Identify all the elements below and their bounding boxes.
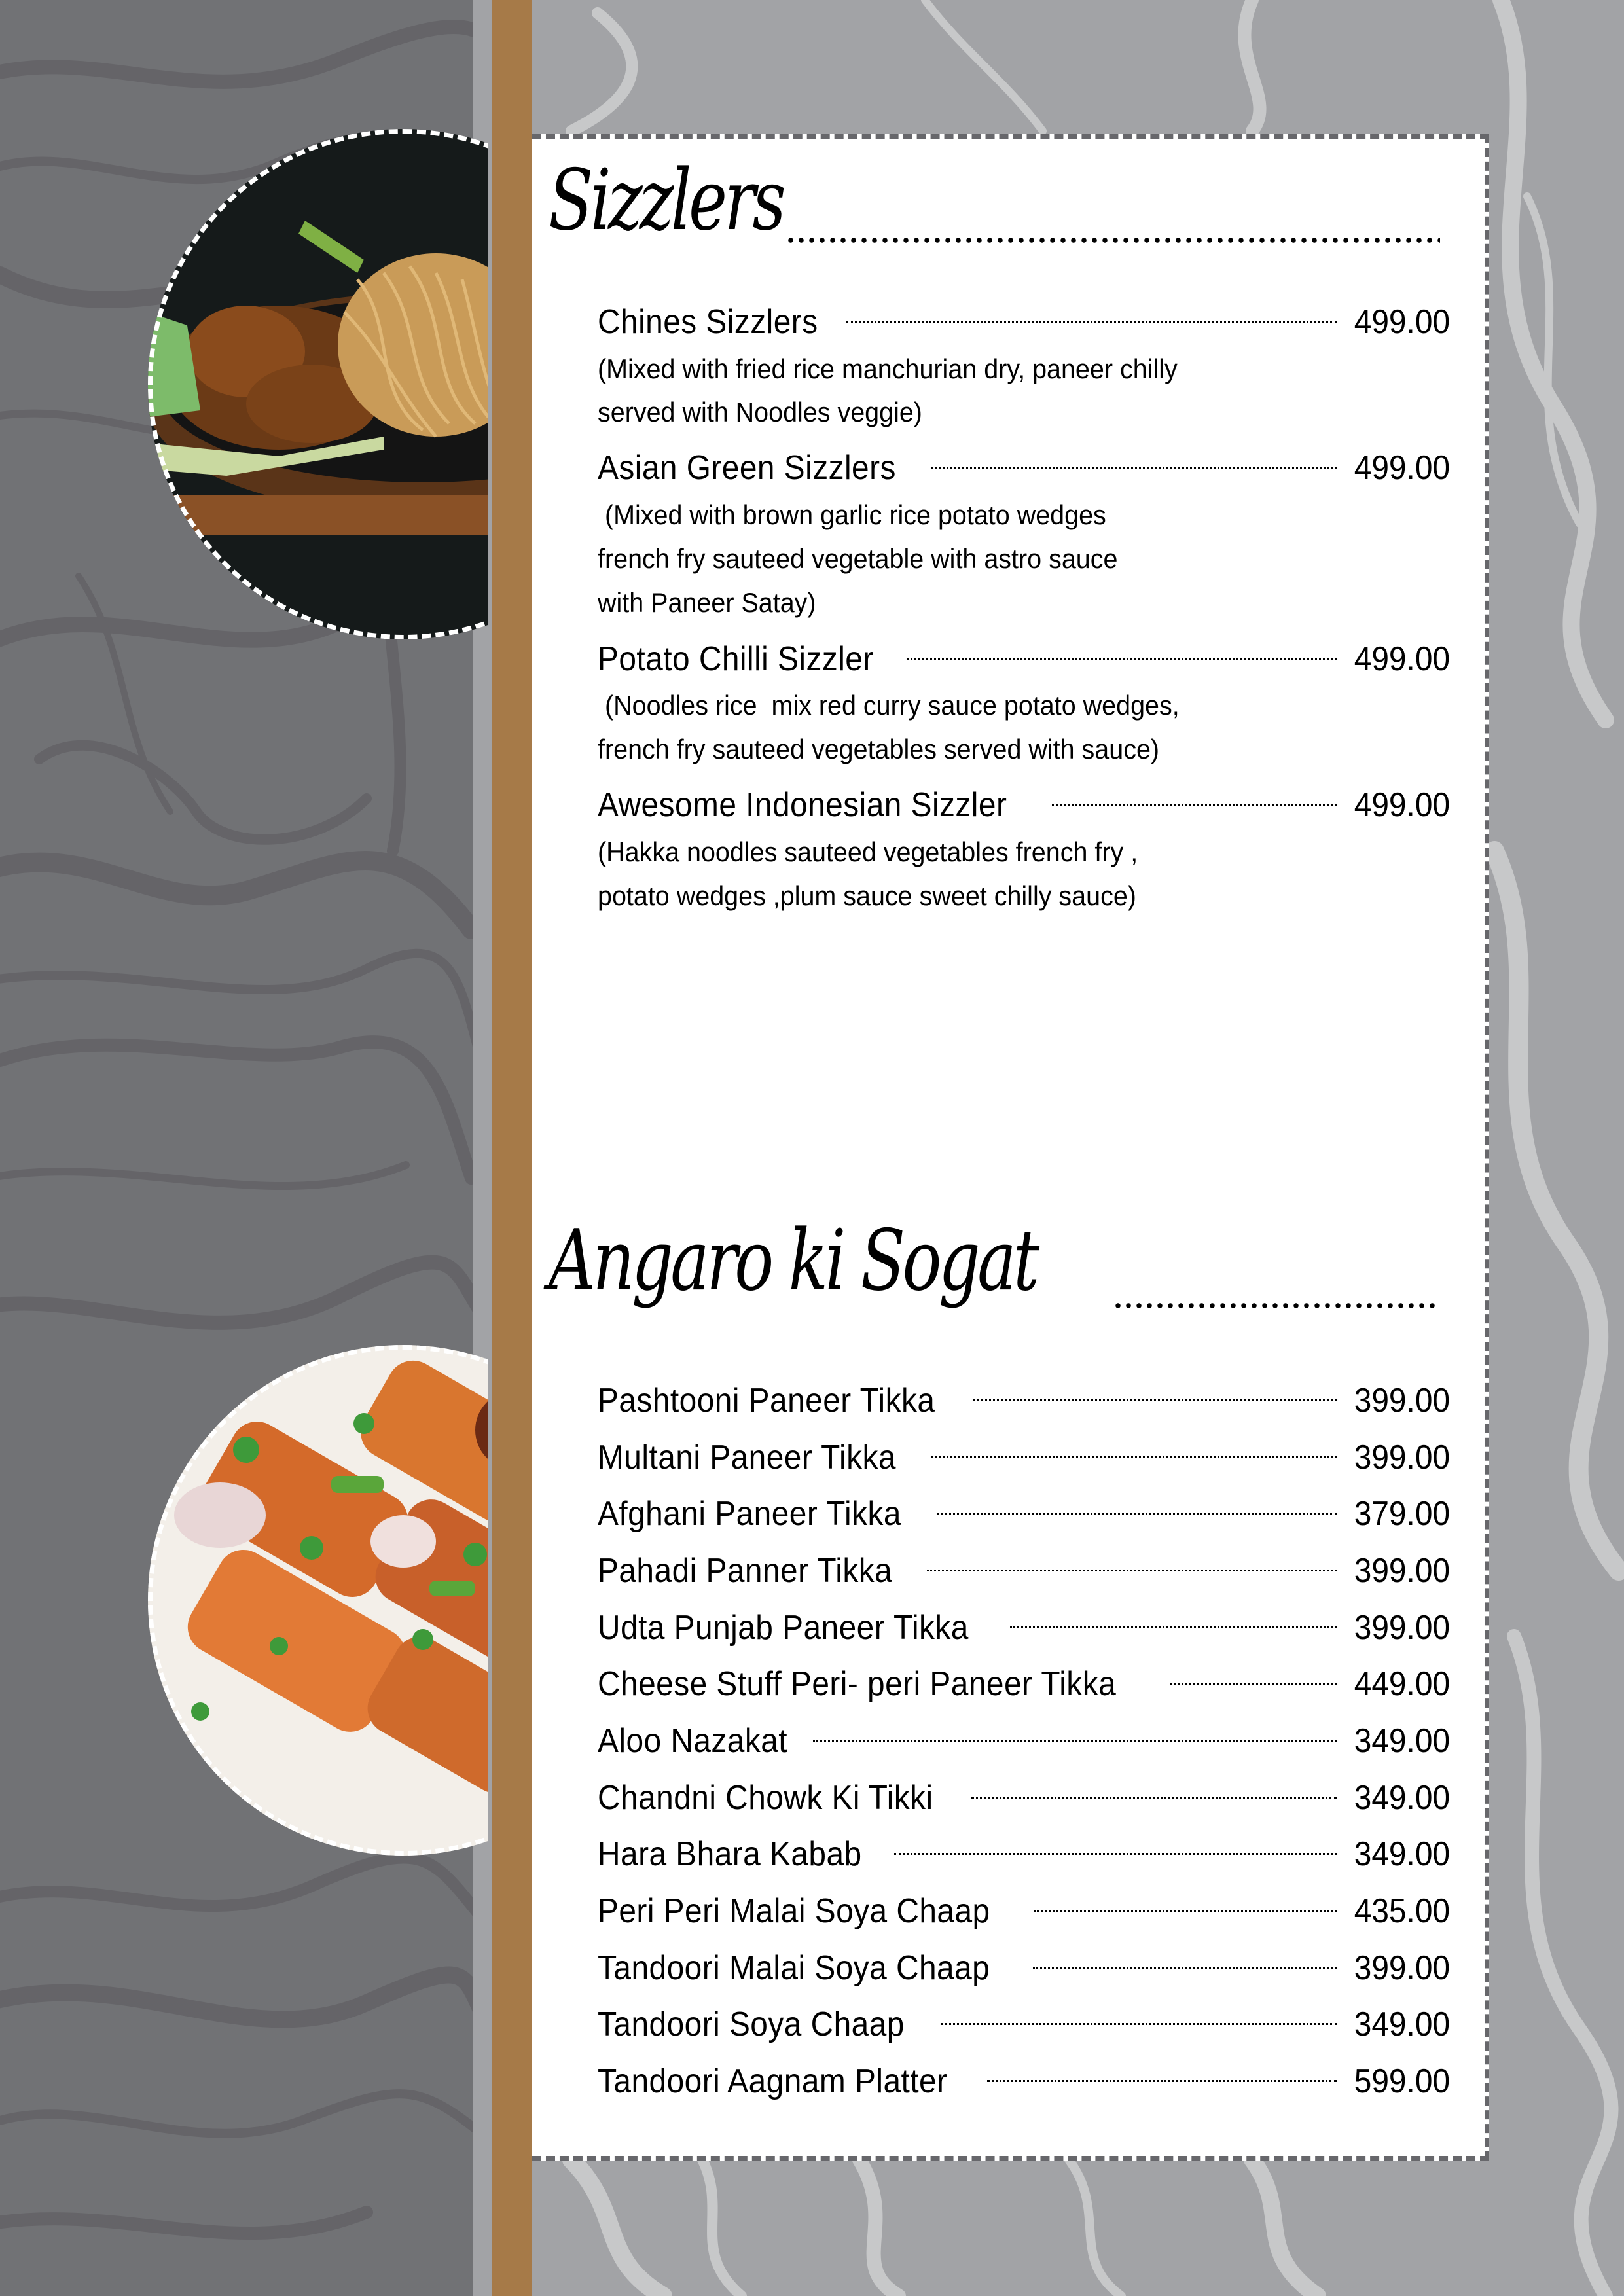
item-price: 399.00: [1354, 1552, 1450, 1590]
menu-item: [598, 1948, 1450, 1988]
section-title-angaro-ki-sogat: Angaro ki Sogat: [549, 1212, 1037, 1310]
item-description: (Hakka noodles sauteed vegetables french fry ,: [598, 836, 1138, 867]
menu-item: [598, 1438, 1450, 1477]
item-price: 435.00: [1354, 1892, 1450, 1930]
dotted-leader: [937, 1513, 1337, 1515]
title-dotted-leader: [1113, 1302, 1440, 1309]
item-price: 499.00: [1354, 786, 1450, 824]
item-name: Afghani Paneer Tikka: [598, 1495, 901, 1533]
item-description: (Mixed with brown garlic rice potato wedges: [598, 499, 1106, 530]
item-description: french fry sauteed vegetable with astro sauce: [598, 543, 1118, 574]
dotted-leader: [894, 1853, 1337, 1855]
dotted-leader: [1010, 1626, 1337, 1628]
menu-item: [598, 1664, 1450, 1704]
dotted-leader: [1033, 1967, 1337, 1969]
item-name: Tandoori Aagnam Platter: [598, 2062, 948, 2100]
dotted-leader: [1034, 1910, 1337, 1912]
item-name: Aloo Nazakat: [598, 1722, 788, 1760]
item-description: served with Noodles veggie): [598, 397, 922, 427]
menu-item: [598, 1892, 1450, 1931]
menu-item: [598, 785, 1450, 825]
dashed-photo-ring: [148, 1345, 488, 1856]
dotted-leader: [971, 1797, 1337, 1799]
dotted-leader: [1170, 1683, 1337, 1685]
item-price: 379.00: [1354, 1495, 1450, 1533]
item-name: Chines Sizzlers: [598, 303, 818, 341]
item-name: Potato Chilli Sizzler: [598, 640, 874, 678]
menu-item: [598, 1494, 1450, 1534]
dotted-leader: [931, 1456, 1337, 1458]
item-description: (Mixed with fried rice manchurian dry, paneer chilly: [598, 353, 1178, 384]
paneer-tikka-photo: [148, 1345, 488, 1856]
section-title-sizzlers: Sizzlers: [549, 152, 784, 249]
item-price: 399.00: [1354, 1949, 1450, 1987]
dotted-leader: [941, 2023, 1337, 2025]
bronze-accent-stripe: [492, 0, 532, 2296]
item-description: french fry sauteed vegetables served with sauce): [598, 734, 1160, 764]
dotted-leader: [931, 467, 1337, 469]
item-name: Cheese Stuff Peri- peri Paneer Tikka: [598, 1665, 1117, 1703]
dotted-leader: [973, 1399, 1337, 1401]
dotted-leader: [846, 321, 1337, 323]
item-price: 599.00: [1354, 2062, 1450, 2100]
menu-item: [598, 1835, 1450, 1874]
item-price: 399.00: [1354, 1382, 1450, 1420]
menu-item: [598, 448, 1450, 488]
menu-item: [598, 1778, 1450, 1818]
item-name: Udta Punjab Paneer Tikka: [598, 1609, 969, 1647]
item-price: 499.00: [1354, 303, 1450, 341]
item-name: Hara Bhara Kabab: [598, 1835, 862, 1873]
item-name: Pahadi Panner Tikka: [598, 1552, 893, 1590]
item-name: Tandoori Malai Soya Chaap: [598, 1949, 990, 1987]
item-price: 449.00: [1354, 1665, 1450, 1703]
title-dotted-leader: [785, 237, 1440, 243]
item-name: Peri Peri Malai Soya Chaap: [598, 1892, 990, 1930]
item-name: Tandoori Soya Chaap: [598, 2005, 905, 2043]
dotted-leader: [1052, 804, 1337, 806]
item-name: Pashtooni Paneer Tikka: [598, 1382, 935, 1420]
item-name: Awesome Indonesian Sizzler: [598, 786, 1007, 824]
menu-item: [598, 1721, 1450, 1761]
item-price: 349.00: [1354, 1835, 1450, 1873]
item-name: Multani Paneer Tikka: [598, 1439, 896, 1477]
menu-item: [598, 2062, 1450, 2101]
dotted-leader: [927, 1570, 1337, 1571]
item-description: (Noodles rice mix red curry sauce potato wedges,: [598, 690, 1180, 721]
dashed-photo-ring: [148, 129, 488, 639]
menu-item: [598, 1551, 1450, 1590]
item-price: 349.00: [1354, 1779, 1450, 1817]
dotted-leader: [907, 658, 1337, 660]
item-name: Asian Green Sizzlers: [598, 449, 896, 487]
dotted-leader: [813, 1740, 1337, 1742]
menu-item: [598, 2005, 1450, 2044]
menu-item: [598, 302, 1450, 342]
item-price: 349.00: [1354, 1722, 1450, 1760]
item-price: 499.00: [1354, 449, 1450, 487]
item-price: 499.00: [1354, 640, 1450, 678]
sizzler-photo: [148, 129, 488, 639]
item-price: 399.00: [1354, 1439, 1450, 1477]
item-description: with Paneer Satay): [598, 587, 816, 618]
dotted-leader: [987, 2080, 1337, 2082]
menu-item: [598, 1608, 1450, 1647]
menu-item: [598, 639, 1450, 679]
menu-item: [598, 1381, 1450, 1420]
item-price: 349.00: [1354, 2005, 1450, 2043]
item-name: Chandni Chowk Ki Tikki: [598, 1779, 933, 1817]
item-description: potato wedges ,plum sauce sweet chilly sauce): [598, 880, 1136, 911]
item-price: 399.00: [1354, 1609, 1450, 1647]
